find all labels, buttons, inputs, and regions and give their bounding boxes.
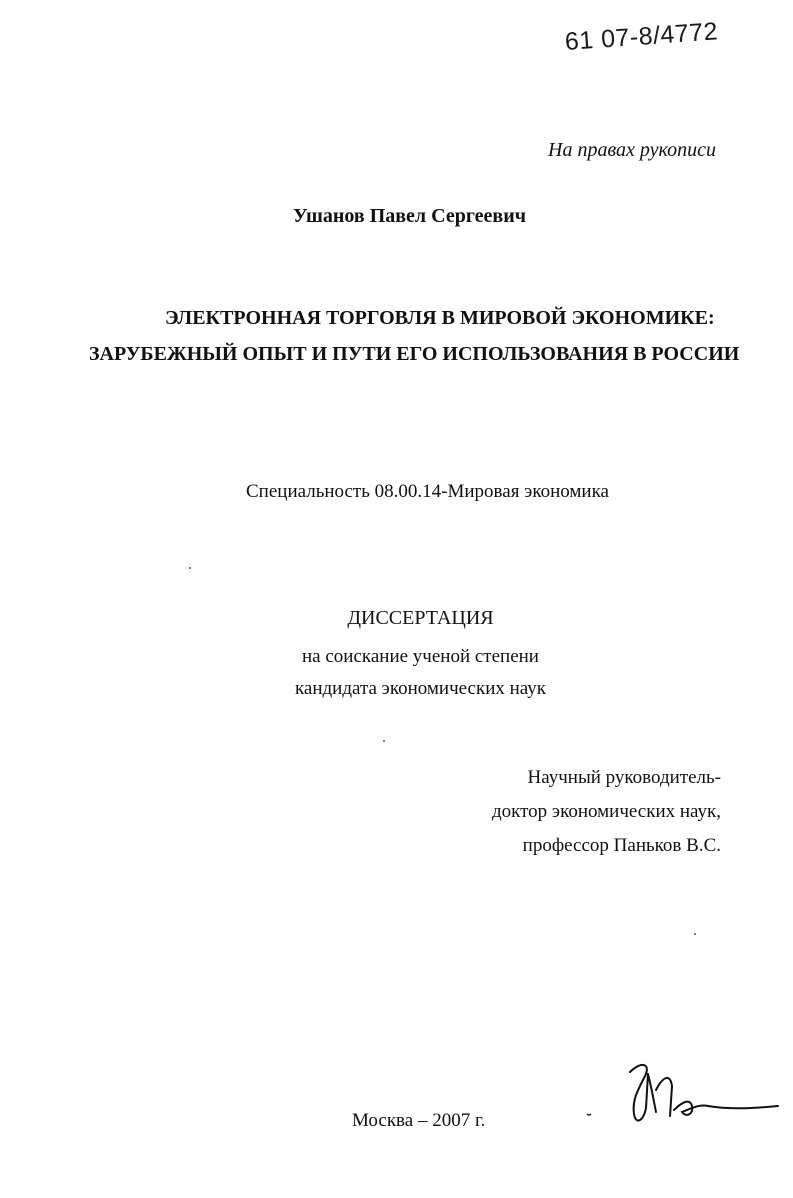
scan-speck <box>694 933 696 935</box>
archive-stamp: 61 07-8/4772 <box>563 17 719 56</box>
degree-line-1: на соискание ученой степени <box>302 646 539 667</box>
work-type-heading: ДИССЕРТАЦИЯ <box>347 607 494 629</box>
title-line-2: ЗАРУБЕЖНЫЙ ОПЫТ И ПУТИ ЕГО ИСПОЛЬЗОВАНИЯ В РОССИИ <box>89 343 740 365</box>
scan-speck <box>383 740 385 742</box>
supervisor-line-3: профессор Паньков В.С. <box>522 835 721 856</box>
supervisor-line-1: Научный руководитель- <box>527 767 721 788</box>
scan-speck <box>189 567 191 569</box>
supervisor-line-2: доктор экономических наук, <box>491 801 721 822</box>
author-name: Ушанов Павел Сергеевич <box>292 205 527 227</box>
city-year: Москва – 2007 г. <box>352 1110 486 1131</box>
rights-note: На правах рукописи <box>548 139 716 161</box>
degree-line-2: кандидата экономических наук <box>294 678 547 699</box>
handwritten-signature-icon <box>582 1050 782 1130</box>
title-line-1: ЭЛЕКТРОННАЯ ТОРГОВЛЯ В МИРОВОЙ ЭКОНОМИКЕ: <box>165 307 715 329</box>
specialty-line: Специальность 08.00.14-Мировая экономика <box>246 481 609 502</box>
